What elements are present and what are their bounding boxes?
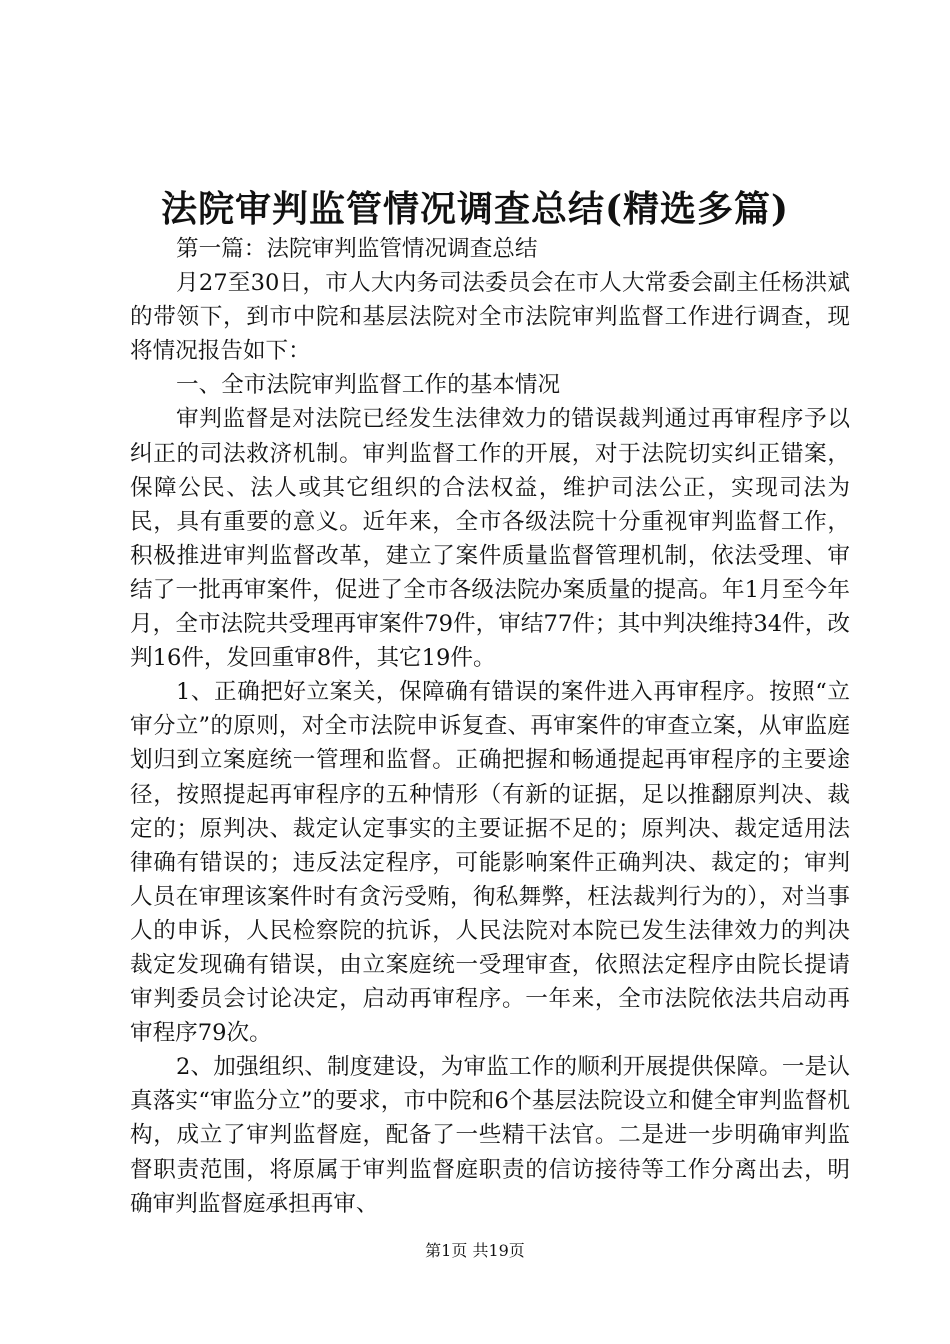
section-heading-part-one: 第一篇：法院审判监管情况调查总结 — [176, 236, 538, 262]
paragraph-intro: 月27至30日，市人大内务司法委员会在市人大常委会副主任杨洪斌的带领下，到市中院和基层法院对全市法院审判监督工作进行调查，现将情况报告如下： — [130, 270, 850, 365]
document-body — [130, 232, 850, 1221]
paragraph-point-two: 2、加强组织、制度建设，为审监工作的顺利开展提供保障。一是认真落实“审监分立”的要求，市中院和6个基层法院设立和健全审判监督机构，成立了审判监督庭，配备了一些精干法官。二是进一步明确审判监督职责范围，将原属于审判监督庭职责的信访接待等工作分离出去，明确审判监督庭承担再审、 — [130, 1054, 850, 1217]
paragraph-supervision-overview: 审判监督是对法院已经发生法律效力的错误裁判通过再审程序予以纠正的司法救济机制。审判监督工作的开展，对于法院切实纠正错案，保障公民、法人或其它组织的合法权益，维护司法公正，实现司法为民，具有重要的意义。近年来，全市各级法院十分重视审判监督工作，积极推进审判监督改革，建立了案件质量监督管理机制，依法受理、审结了一批再审案件，促进了全市各级法院办案质量的提高。年1月至今年月，全市法院共受理再审案件79件，审结77件；其中判决维持34件，改判16件，发回重审8件，其它19件。 — [130, 406, 850, 672]
section-heading-basic-situation: 一、全市法院审判监督工作的基本情况 — [176, 372, 561, 399]
document-title: 法院审判监管情况调查总结(精选多篇) — [160, 188, 790, 230]
page-number-footer: 第1页 共19页 — [425, 1241, 525, 1260]
paragraph-point-one: 1、正确把好立案关，保障确有错误的案件进入再审程序。按照“立审分立”的原则，对全市法院申诉复查、再审案件的审查立案，从审监庭划归到立案庭统一管理和监督。正确把握和畅通提起再审程序的主要途径，按照提起再审程序的五种情形（有新的证据，足以推翻原判决、裁定的；原判决、裁定认定事实的主要证据不足的；原判决、裁定适用法律确有错误的；违反法定程序，可能影响案件正确判决、裁定的；审判人员在审理该案件时有贪污受贿，徇私舞弊，枉法裁判行为的），对当事人的申诉，人民检察院的抗诉，人民法院对本院已发生法律效力的判决裁定发现确有错误，由立案庭统一受理审查，依照法定程序由院长提请审判委员会讨论决定，启动再审程序。一年来，全市法院依法共启动再审程序79次。 — [130, 679, 850, 1047]
